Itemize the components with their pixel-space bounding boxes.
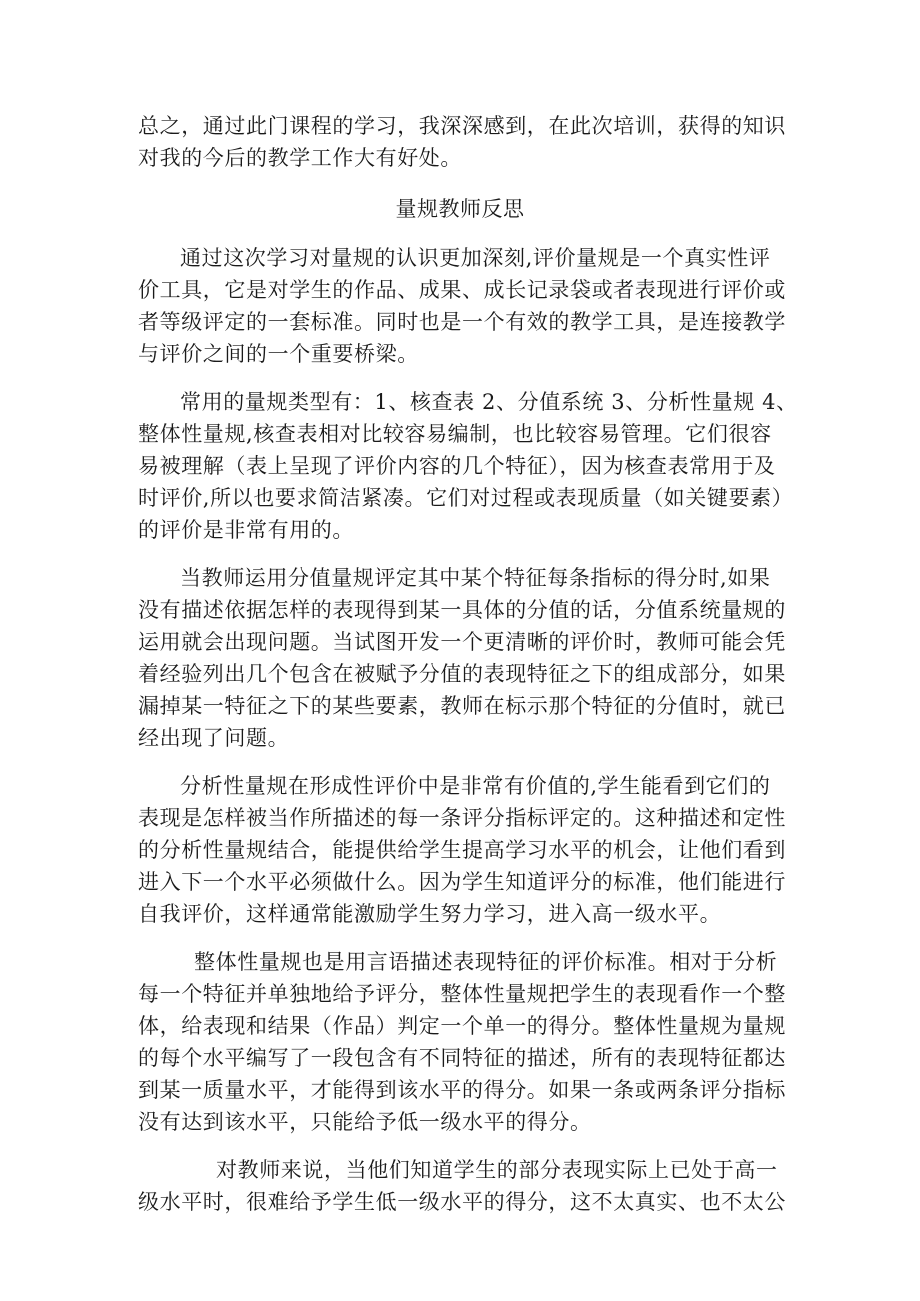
paragraph-line: 漏掉某一特征之下的某些要素，教师在标示那个特征的分值时，就已 (138, 694, 786, 718)
paragraph-line: 整体性量规也是用言语描述表现特征的评价标准。相对于分析 (194, 950, 778, 974)
paragraph-line: 通过这次学习对量规的认识更加深刻,评价量规是一个真实性评 (180, 246, 771, 270)
paragraph-line: 常用的量规类型有：1、核查表 2、分值系统 3、分析性量规 4、 (180, 390, 798, 414)
paragraph-line: 分析性量规在形成性评价中是非常有价值的,学生能看到它们的 (180, 774, 771, 798)
paragraph-line: 时评价,所以也要求简洁紧凑。它们对过程或表现质量（如关键要素） (138, 486, 794, 510)
paragraph-line: 整体性量规,核查表相对比较容易编制，也比较容易管理。它们很容 (138, 422, 772, 446)
section-title: 量规教师反思 (395, 197, 525, 221)
paragraph-line: 每一个特征并单独地给予评分，整体性量规把学生的表现看作一个整 (138, 982, 786, 1006)
paragraph-line: 价工具，它是对学生的作品、成果、成长记录袋或者表现进行评价或 (138, 278, 786, 302)
intro-line-2: 对我的今后的教学工作大有好处。 (138, 146, 462, 170)
paragraph-line: 的分析性量规结合，能提供给学生提高学习水平的机会，让他们看到 (138, 838, 786, 862)
intro-line-1: 总之，通过此门课程的学习，我深深感到，在此次培训，获得的知识 (138, 114, 786, 138)
paragraph-line: 的每个水平编写了一段包含有不同特征的描述，所有的表现特征都达 (138, 1046, 786, 1070)
paragraph-line: 进入下一个水平必须做什么。因为学生知道评分的标准，他们能进行 (138, 870, 786, 894)
paragraph-line: 体，给表现和结果（作品）判定一个单一的得分。整体性量规为量规 (138, 1014, 786, 1038)
paragraph-line: 易被理解（表上呈现了评价内容的几个特征），因为核查表常用于及 (138, 454, 776, 478)
paragraph-line: 着经验列出几个包含在被赋予分值的表现特征之下的组成部分，如果 (138, 662, 786, 686)
paragraph-line: 表现是怎样被当作所描述的每一条评分指标评定的。这种描述和定性 (138, 806, 786, 830)
paragraph-line: 没有描述依据怎样的表现得到某一具体的分值的话，分值系统量规的 (138, 598, 786, 622)
paragraph-line: 当教师运用分值量规评定其中某个特征每条指标的得分时,如果 (180, 566, 771, 590)
paragraph-line: 者等级评定的一套标准。同时也是一个有效的教学工具，是连接教学 (138, 310, 786, 334)
paragraph-line: 到某一质量水平，才能得到该水平的得分。如果一条或两条评分指标 (138, 1078, 786, 1102)
paragraph-line: 没有达到该水平，只能给予低一级水平的得分。 (138, 1110, 592, 1134)
paragraph-line: 的评价是非常有用的。 (138, 518, 354, 542)
paragraph-line: 自我评价，这样通常能激励学生努力学习，进入高一级水平。 (138, 902, 722, 926)
paragraph-line: 与评价之间的一个重要桥梁。 (138, 342, 419, 366)
paragraph-line: 运用就会出现问题。当试图开发一个更清晰的评价时，教师可能会凭 (138, 630, 786, 654)
paragraph-line: 级水平时，很难给予学生低一级水平的得分，这不太真实、也不太公 (138, 1190, 786, 1214)
paragraph-line: 经出现了问题。 (138, 726, 290, 750)
paragraph-line: 对教师来说，当他们知道学生的部分表现实际上已处于高一 (216, 1158, 778, 1182)
